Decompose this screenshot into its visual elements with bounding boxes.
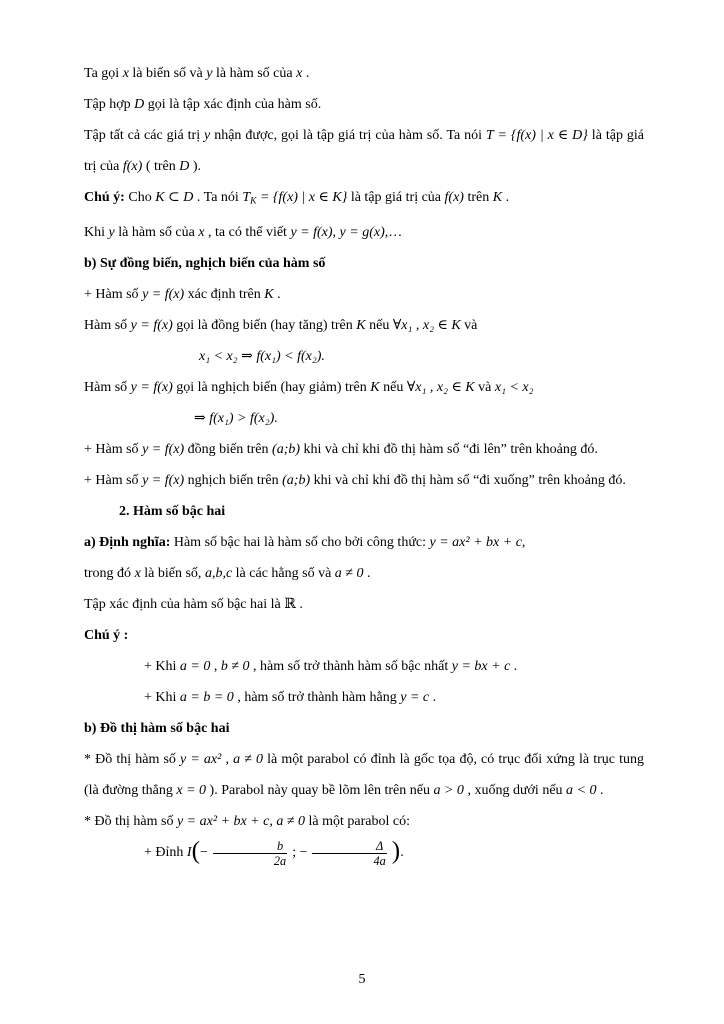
text-run: khi và chỉ khi đồ thị hàm số “đi lên” trên khoảng đó.	[300, 442, 598, 458]
text-run: ). Parabol này quay bề lõm lên trên nếu	[206, 783, 434, 799]
paragraph	[84, 465, 644, 496]
text-run: ).	[189, 159, 202, 174]
text-run: a ≠ 0	[334, 566, 364, 582]
text-run: b ≠ 0	[220, 659, 250, 675]
text-run: * Đồ thị hàm số	[84, 752, 181, 768]
text-run: là biến số và	[128, 66, 207, 81]
paragraph	[84, 744, 644, 806]
text-run: a = 0	[179, 659, 211, 675]
text-run: + Hàm số	[84, 287, 143, 303]
text-run: Cho	[124, 190, 156, 205]
text-run: .	[363, 566, 371, 582]
text-run: (a;b)	[272, 442, 301, 458]
text-run: và	[460, 318, 478, 334]
paragraph	[84, 341, 644, 372]
paragraph	[84, 651, 644, 682]
text-run: x₁ < x₂ ⇒ f(x₁) < f(x₂).	[199, 349, 325, 365]
paragraph	[84, 372, 644, 403]
text-run: Hàm số bậc hai là hàm số cho bởi công thức:	[170, 535, 430, 551]
text-run: a = b = 0	[179, 690, 234, 706]
paragraph	[84, 434, 644, 465]
text-run: ⇒ f(x₁) > f(x₂).	[194, 411, 278, 427]
text-run: K	[356, 318, 366, 334]
text-run: đồng biến trên	[184, 442, 273, 458]
fraction: $\frac{\Delta}{4a}$	[309, 839, 389, 868]
text-run: ,…	[384, 225, 403, 241]
text-run: .	[302, 66, 310, 81]
text-run: K	[492, 190, 503, 205]
text-run: = {f(x) | x ∈ K}	[256, 190, 348, 205]
text-run: y = f(x), y = g(x)	[290, 225, 385, 241]
text-run: K	[370, 380, 380, 396]
text-run: .	[596, 783, 604, 799]
text-run: là tập giá trị của	[84, 128, 645, 174]
text-run: y = ax² + bx + c, a ≠ 0	[176, 814, 306, 830]
text-run: I	[186, 845, 192, 861]
text-run: Chú ý:	[84, 190, 125, 205]
text-run: K	[264, 287, 274, 303]
text-run: .	[400, 845, 404, 861]
text-run: + Đỉnh	[144, 845, 187, 861]
text-run: là các hằng số và	[232, 566, 335, 582]
text-run: Hàm số	[84, 318, 131, 334]
text-run: gọi là đồng biến (hay tăng) trên	[172, 318, 357, 334]
text-run: y = bx + c	[451, 659, 511, 675]
text-run: gọi là nghịch biến (hay giảm) trên	[172, 380, 371, 396]
text-run: y = f(x)	[142, 442, 185, 458]
text-run: f(x)	[122, 159, 143, 174]
text-run: + Khi	[144, 659, 180, 675]
text-run: khi và chỉ khi đồ thị hàm số “đi xuống” trên khoảng đó.	[310, 473, 626, 489]
text-run: .	[273, 287, 281, 303]
text-run: là tập giá trị của	[347, 190, 445, 205]
paragraph	[84, 620, 644, 651]
page-number: 5	[358, 972, 366, 987]
text-run: Chú ý :	[84, 628, 129, 644]
text-run: y	[206, 66, 213, 81]
paragraph	[84, 403, 644, 434]
text-run: b) Sự đồng biến, nghịch biến của hàm số	[84, 256, 326, 272]
paragraph	[84, 527, 644, 558]
text-run: .	[295, 597, 303, 613]
paragraph	[84, 837, 644, 868]
text-run: D	[134, 97, 145, 112]
text-run: T	[242, 190, 251, 205]
text-run: D	[179, 159, 190, 174]
text-run: Tập hợp	[84, 97, 135, 112]
text-run: là hàm số của	[114, 225, 199, 241]
text-run: K ⊂ D	[155, 190, 194, 205]
paragraph	[84, 279, 644, 310]
text-run: ,	[210, 659, 221, 675]
text-run: a,b,c	[204, 566, 233, 582]
paragraph	[84, 310, 644, 341]
text-run: .	[429, 690, 437, 706]
paragraph	[84, 713, 644, 744]
text-run: là biến số,	[140, 566, 205, 582]
text-run: ; −	[292, 845, 308, 861]
text-run: y = c	[400, 690, 430, 706]
text-run: gọi là tập xác định của hàm số.	[144, 97, 322, 112]
paragraph	[84, 58, 644, 89]
text-run: Tập tất cả các giá trị	[84, 128, 205, 143]
text-run: nếu	[365, 318, 393, 334]
text-run: + Hàm số	[84, 442, 143, 458]
text-run: T = {f(x) | x ∈ D}	[486, 128, 588, 143]
paragraph	[84, 182, 644, 217]
text-run: Hàm số	[84, 380, 131, 396]
text-run: x	[122, 66, 129, 81]
text-run: y = ax² + bx + c,	[429, 535, 526, 551]
paragraph	[84, 248, 644, 279]
text-run: + Khi	[144, 690, 180, 706]
text-run: . Ta nói	[193, 190, 243, 205]
text-run: x = 0	[176, 783, 207, 799]
text-run: ∀x₁ , x₂ ∈ K	[392, 318, 461, 334]
text-run: trên	[463, 190, 493, 205]
text-run: , xuống dưới nếu	[463, 783, 567, 799]
text-run: + Hàm số	[84, 473, 143, 489]
text-run: * Đồ thị hàm số	[84, 814, 177, 830]
text-run: , hàm số trở thành hàm hằng	[233, 690, 401, 706]
text-run: là một parabol có:	[305, 814, 410, 830]
text-run: y = ax² , a ≠ 0	[180, 752, 263, 768]
text-run: (	[191, 837, 200, 865]
text-run: a) Định nghĩa:	[84, 535, 171, 551]
paragraph	[84, 682, 644, 713]
paragraph	[84, 496, 644, 527]
text-run: x₁ < x₂	[494, 380, 534, 396]
text-run: y = f(x)	[142, 287, 185, 303]
text-run: nếu	[379, 380, 407, 396]
paragraph	[84, 217, 644, 248]
text-run: y = f(x)	[130, 380, 173, 396]
text-run: a > 0	[433, 783, 464, 799]
text-run: )	[391, 837, 401, 865]
text-run: ℝ	[284, 597, 296, 613]
text-run: Khi	[84, 225, 109, 241]
document-body	[84, 58, 644, 868]
text-run: , hàm số trở thành hàm số bậc nhất	[249, 659, 452, 675]
text-run: ∀x₁ , x₂ ∈ K	[406, 380, 475, 396]
text-run: a < 0	[566, 783, 597, 799]
paragraph	[84, 806, 644, 837]
text-run: x	[198, 225, 205, 241]
text-run: b) Đồ thị hàm số bậc hai	[84, 721, 230, 737]
text-run: .	[502, 190, 510, 205]
text-run: trong đó	[84, 566, 135, 582]
text-run: x	[134, 566, 141, 582]
paragraph	[84, 89, 644, 120]
text-run: là một parabol có đỉnh là gốc tọa độ, có trục đối xứng là trục tung (là đường thẳng	[84, 752, 644, 799]
text-run: Tập xác định của hàm số bậc hai là	[84, 597, 285, 613]
fraction: $\frac{b}{2a}$	[210, 839, 290, 868]
text-run: xác định trên	[184, 287, 265, 303]
text-run: K	[250, 196, 257, 207]
text-run: ( trên	[142, 159, 180, 174]
text-run: nghịch biến trên	[184, 473, 283, 489]
paragraph	[84, 558, 644, 589]
text-run: (a;b)	[282, 473, 311, 489]
text-run: 2. Hàm số bậc hai	[119, 504, 226, 520]
text-run: là hàm số của	[212, 66, 297, 81]
text-run: nhận được, gọi là tập giá trị của hàm số. Ta nói	[210, 128, 487, 143]
text-run: y	[108, 225, 115, 241]
text-run: .	[510, 659, 518, 675]
text-run: −	[199, 845, 208, 861]
text-run: , ta có thể viết	[204, 225, 291, 241]
text-run: f(x)	[444, 190, 464, 205]
text-run: x	[296, 66, 303, 81]
paragraph	[84, 120, 644, 182]
text-run: y = f(x)	[130, 318, 173, 334]
text-run: y	[204, 128, 211, 143]
paragraph	[84, 589, 644, 620]
text-run: và	[474, 380, 495, 396]
text-run: Ta gọi	[84, 66, 123, 81]
text-run: y = f(x)	[142, 473, 185, 489]
